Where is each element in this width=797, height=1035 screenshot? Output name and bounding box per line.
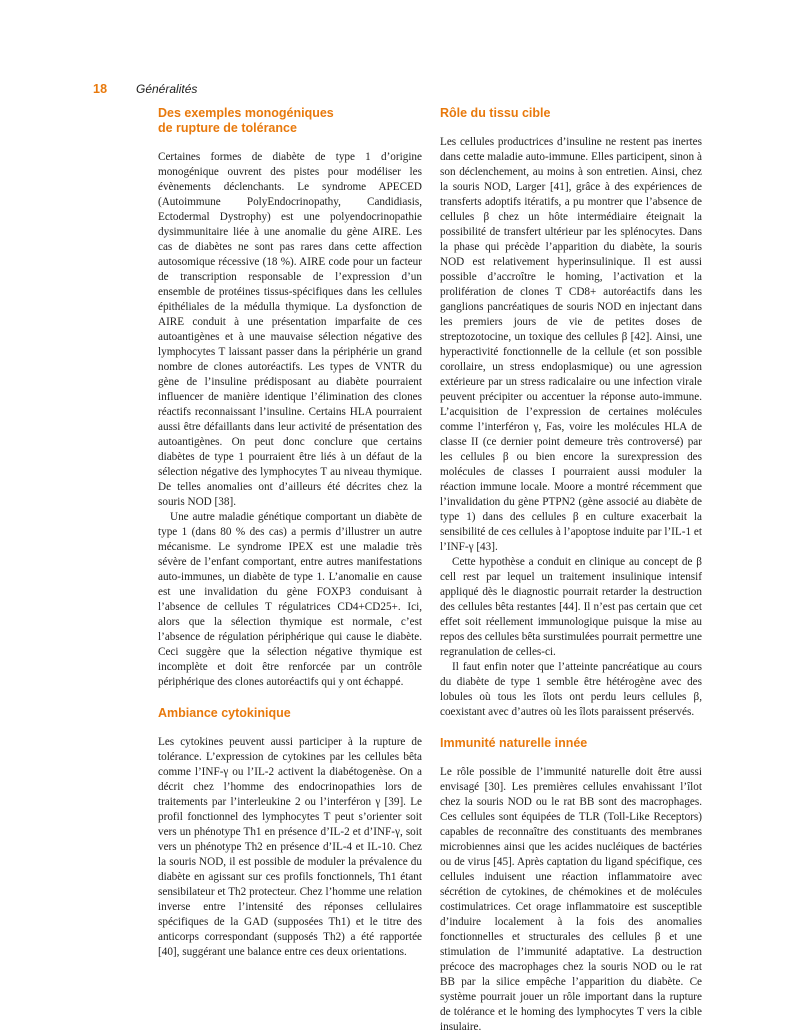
paragraph-ipex: Une autre maladie génétique comportant un diabète de type 1 (dans 80 % des cas) a permis d’illustrer un autre mécanisme. Le syndrome IPEX est une maladie très sévère de l’enfant comportant, entre autres manifestations auto-immunes, un diabète de type 1. L’anomalie en cause est une invalidation du gène FOXP3 conduisant à l’absence de cellules T régulatrices CD4+CD25+. Ici, alors que la sélection thymique est normale, c’est l’absence de régulation périphérique qui cause le diabète. Ceci suggère que la sélection négative thymique est incomplète et doit être renforcée par un contrôle périphérique des clones autoréactifs qui y ont échappé. [158, 511, 422, 688]
section-title-line2: de rupture de tolérance [158, 121, 297, 135]
paragraph-beta-cell-rest: Cette hypothèse a conduit en clinique au concept de β cell rest par lequel un traitement insulinique intensif appliqué dès le diagnostic pourrait retarder la destruction des cellules bêta restantes [44]. Il n’est pas certain que cet effet soit réellement immunologique puisque la mise au repos des cellules bêta surstimulées pourrait permettre une regranulation de celles-ci. [440, 556, 702, 658]
paragraph-innate-immunity: Le rôle possible de l’immunité naturelle doit être aussi envisagé [30]. Les premières cellules envahissant l’îlot chez la souris NOD ou le rat BB sont des macrophages. Ces cellules sont équipées de TLR (Toll-Like Receptors) capables de reconnaître des constituants des membranes microbiennes ainsi que les acides nucléiques de bactéries ou de virus [45]. Après captation du ligand spécifique, ces cellules induisent une réaction inflammatoire avec sécrétion de cytokines, de chémokines et de molécules costimulatrices. Cet orage inflammatoire est susceptible d’induire localement à la fois des anomalies fonctionnelles et structurales des cellules β et une stimulation de l’immunité adaptative. La destruction précoce des macrophages chez la souris NOD ou le rat BB par la silice empêche l’apparition du diabète. Ce système pourrait jouer un rôle important dans la rupture de tolérance et le homing des lymphocytes T vers la cible insulaire. [440, 766, 702, 1033]
page-number: 18 [93, 82, 108, 96]
paragraph-cytokines: Les cytokines peuvent aussi participer à la rupture de tolérance. L’expression de cytokines par les cellules bêta comme l’INF-γ ou l’IL-2 activent la diabétogenèse. On a décrit chez l’homme des endocrinopathies lors de traitements par l’interleukine 2 ou l’interféron γ [39]. Le profil fonctionnel des lymphocytes T peut s’orienter soit vers un phénotype Th1 en présence d’IL-2 et d’INF-γ, soit vers un phénotype Th2 en présence d’IL-4 et IL-10. Chez la souris NOD, il est possible de moduler la prévalence du diabète en agissant sur ces profils fonctionnels, Th1 étant sensibilateur et Th2 protecteur. Chez l’homme une relation inverse entre l’intensité des réponses cellulaires spécifiques de la GAD (supposées Th1) et le titre des anticorps correspondant (supposés Th2) a été rapportée [40], suggérant une balance entre ces deux orientations. [158, 736, 422, 958]
running-title: Généralités [136, 82, 198, 96]
section-title-line1: Des exemples monogéniques [158, 106, 334, 120]
right-column [440, 106, 702, 1035]
section-title-target-tissue: Rôle du tissu cible [440, 106, 551, 120]
paragraph-target-tissue: Les cellules productrices d’insuline ne restent pas inertes dans cette maladie auto-immune. Elles participent, sinon à son déclenchement, au moins à son entretien. Ainsi, chez la souris NOD, Larger [41], grâce à des expériences de transferts adoptifs itératifs, a pu montrer que l’absence de cellules β chez un hôte intermédiaire éteignait la possibilité de transfert ultérieur par les splénocytes. Dans la phase qui précède l’apparition du diabète, la souris NOD est relativement hyperinsulinique. Il est aussi possible d’accroître le homing, l’activation et la prolifération de clones T CD8+ autoréactifs dans les ganglions pancréatiques de souris NOD en injectant dans les premiers jours de vie de petites doses de streptozotocine, un toxique des cellules β [42]. Ainsi, une hyperactivité fonctionnelle de la cellule (et son possible corollaire, un stress endoplasmique) ou une agression extérieure par un stress radicalaire ou une infection virale peuvent précipiter ou accentuer la réponse auto-immune. L’acquisition de l’expression de certaines molécules comme l’interféron γ, Fas, voire les molécules HLA de classe II (ce dernier point demeure très controversé) par les cellules β ou bien encore la surexpression des molécules de classes I pourraient aussi moduler la réaction immune locale. Moore a montré récemment que l’invalidation du gène PTPN2 (gène associé au diabète de type 1) dans des cellules β en culture exacerbait la sensibilité de ces cellules à l’apoptose induite par l’IL-1 et l’INF-γ [43]. [440, 136, 702, 553]
section-title-innate-immunity: Immunité naturelle innée [440, 736, 588, 750]
section-title-cytokines: Ambiance cytokinique [158, 706, 291, 720]
paragraph-apeced: Certaines formes de diabète de type 1 d’origine monogénique ouvrent des pistes pour modéliser les évènements déclenchants. Le syndrome APECED (Autoimmune PolyEndocrinopathy, Candidiasis, Ectodermal Dystrophy) est une polyendocrinopathie dysimmunitaire liée à une anomalie du gène AIRE. Les cas de diabètes ne sont pas rares dans cette affection autosomique récessive (18 %). AIRE code pour un facteur de transcription responsable de l’expression d’un ensemble de protéines tissus-spécifiques dans les cellules épithéliales de la médulla thymique. La dysfonction de AIRE conduit à une présentation imparfaite de ces autoantigènes et à une mauvaise sélection négative des lymphocytes T laissant passer dans la périphérie un grand nombre de clones autoréactifs. Les types de VNTR du gène de l’insuline prédisposant au diabète pourraient influencer de manière identique l’élimination des clones réactifs reconnaissant l’insuline. Certains HLA pourraient aussi être défaillants dans leur activité de présentation des autoantigènes. On peut donc conclure que certains diabètes de type 1 pourraient être liés à un défaut de la sélection négative des lymphocytes T au niveau thymique. De telles anomalies ont d’ailleurs été décrites chez la souris NOD [38]. [158, 151, 422, 508]
section-title-monogenic [158, 106, 422, 136]
left-column [158, 106, 422, 960]
paragraph-heterogeneity: Il faut enfin noter que l’atteinte pancréatique au cours du diabète de type 1 semble être hétérogène avec des lobules où tous les îlots ont perdu leurs cellules β, coexistant avec d’autres où les îlots paraissent préservés. [440, 661, 702, 718]
